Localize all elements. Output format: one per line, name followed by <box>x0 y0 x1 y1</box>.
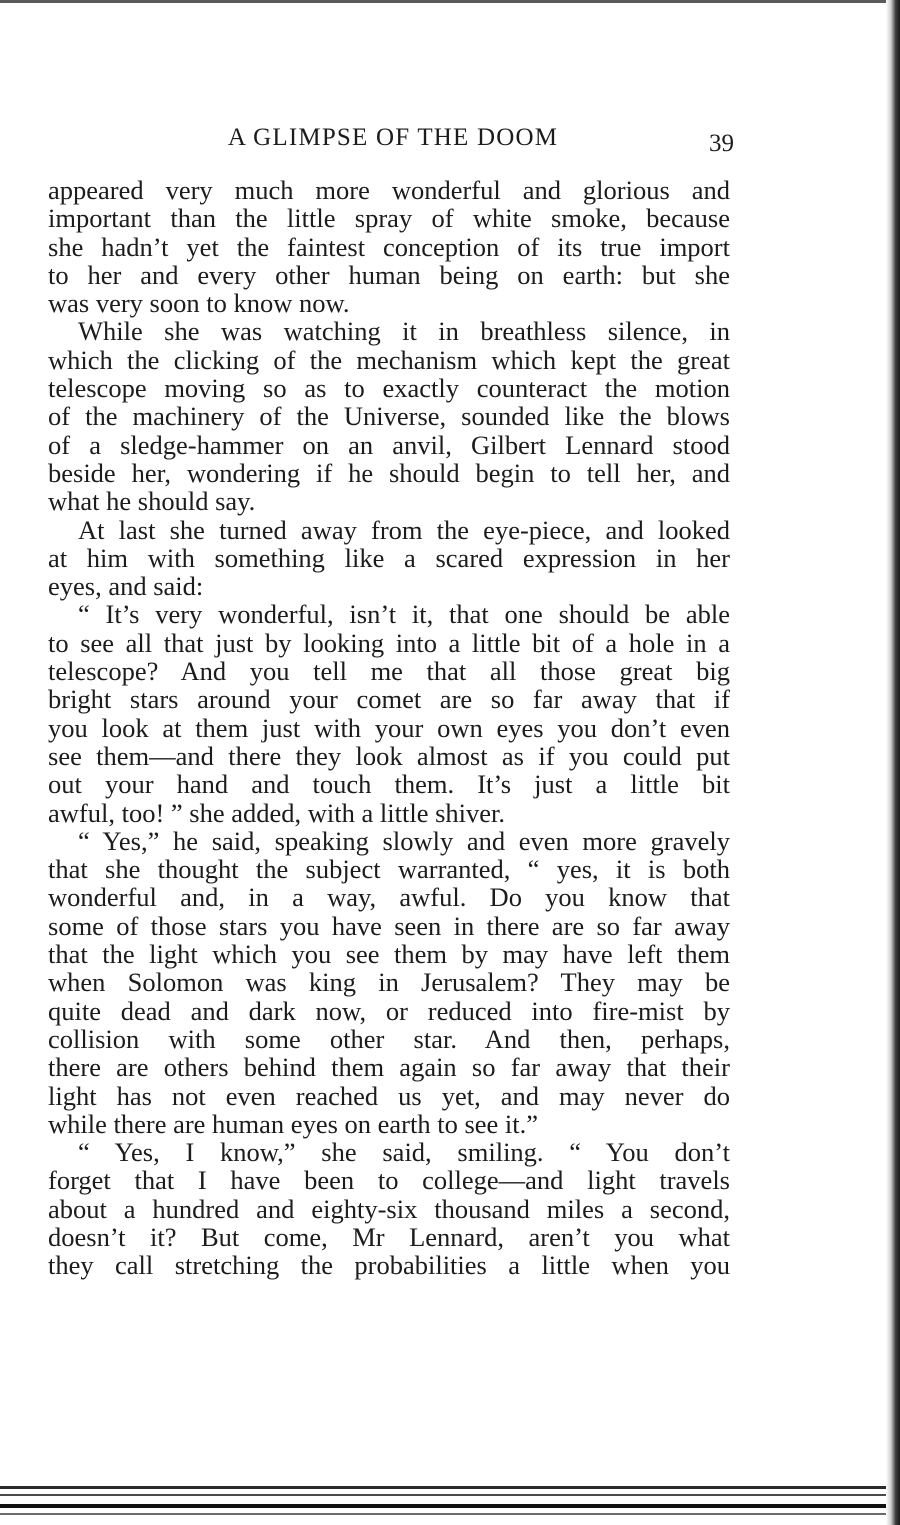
text-line: appeared very much more wonderful and glorious and <box>48 175 730 205</box>
text-line: wonderful and, in a way, awful. Do you know that <box>48 882 730 913</box>
text-line: beside her, wondering if he should begin to tell her, and <box>48 457 730 488</box>
page-right-edge <box>886 0 900 1525</box>
text-line: see them—and there they look almost as if you could put <box>48 740 730 771</box>
text-line: which the clicking of the mechanism which kept the great <box>48 344 730 375</box>
text-line: While she was watching it in breathless silence, in <box>78 316 730 347</box>
text-line: that the light which you see them by may have left them <box>48 939 730 970</box>
text-line: that she thought the subject warranted, “ yes, it is both <box>48 854 730 885</box>
text-line: collision with some other star. And then, perhaps, <box>48 1023 730 1054</box>
running-head <box>48 124 738 158</box>
text-line: out your hand and touch them. It’s just a little bit <box>48 769 730 800</box>
page-number: 39 <box>709 130 734 157</box>
text-line: to see all that just by looking into a little bit of a hole in a <box>48 627 730 658</box>
text-line: telescope? And you tell me that all those great big <box>48 656 730 687</box>
text-line: some of those stars you have seen in there are so far away <box>48 910 730 941</box>
text-line: eyes, and said: <box>48 571 204 602</box>
text-line: when Solomon was king in Jerusalem? They may be <box>48 967 730 998</box>
text-line: at him with something like a scared expression in her <box>48 542 730 573</box>
text-line: “ Yes, I know,” she said, smiling. “ You don’t <box>78 1137 730 1168</box>
text-line: doesn’t it? But come, Mr Lennard, aren’t you what <box>48 1221 730 1252</box>
text-line: about a hundred and eighty-six thousand miles a second, <box>48 1193 730 1224</box>
text-line: light has not even reached us yet, and may never do <box>48 1080 730 1111</box>
text-line: bright stars around your comet are so far away that if <box>48 684 730 715</box>
running-title: A GLIMPSE OF THE DOOM <box>227 124 559 151</box>
page-top-edge <box>0 0 900 3</box>
body-text <box>48 176 730 1280</box>
paragraph <box>48 600 730 826</box>
paragraph <box>48 827 730 1138</box>
paragraph <box>48 516 730 601</box>
text-line: what he should say. <box>48 486 256 517</box>
text-line: important than the little spray of white smoke, because <box>48 203 730 234</box>
paragraph <box>48 176 730 317</box>
page-bottom-edge <box>0 1486 900 1525</box>
paragraph <box>48 1138 730 1279</box>
paragraph <box>48 317 730 515</box>
text-line: was very soon to know now. <box>48 288 350 319</box>
text-line: telescope moving so as to exactly counteract the motion <box>48 373 730 404</box>
text-line: At last she turned away from the eye-piece, and looked <box>78 514 730 545</box>
text-line: there are others behind them again so far away that their <box>48 1052 730 1083</box>
text-line: to her and every other human being on earth: but she <box>48 259 730 290</box>
text-line: of a sledge-hammer on an anvil, Gilbert Lennard stood <box>48 429 730 460</box>
text-line: they call stretching the probabilities a little when you <box>48 1250 730 1281</box>
text-line: while there are human eyes on earth to see it.” <box>48 1108 539 1139</box>
text-line: awful, too! ” she added, with a little shiver. <box>48 797 506 828</box>
text-line: you look at them just with your own eyes you don’t even <box>48 712 730 743</box>
text-line: she hadn’t yet the faintest conception of its true import <box>48 231 730 262</box>
text-line: forget that I have been to college—and light travels <box>48 1165 730 1196</box>
text-line: of the machinery of the Universe, sounded like the blows <box>48 401 730 432</box>
text-line: “ It’s very wonderful, isn’t it, that one should be able <box>78 599 730 630</box>
text-line: quite dead and dark now, or reduced into fire-mist by <box>48 995 730 1026</box>
text-line: “ Yes,” he said, speaking slowly and even more gravely <box>78 825 730 856</box>
